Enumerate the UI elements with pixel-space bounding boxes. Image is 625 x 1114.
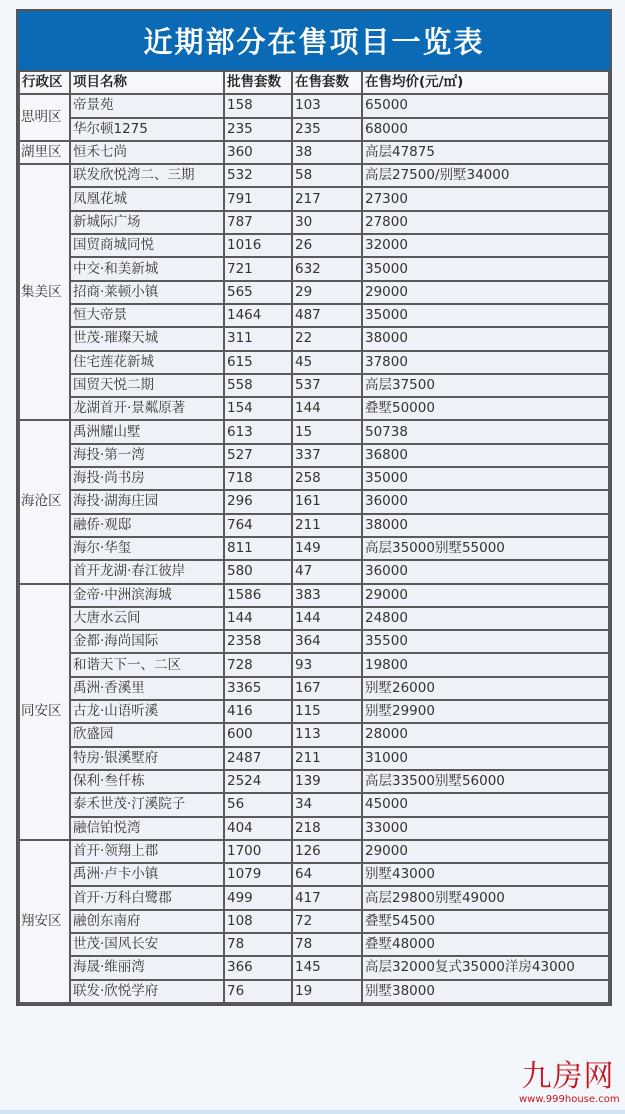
avg-price-cell: 高层35000别墅55000 <box>362 537 609 560</box>
avg-price-cell: 高层37500 <box>362 374 609 397</box>
on-sale-units-cell: 235 <box>292 118 362 141</box>
project-name-cell: 融创东南府 <box>70 910 224 933</box>
approved-units-cell: 811 <box>224 537 292 560</box>
approved-units-cell: 499 <box>224 886 292 909</box>
table-title: 近期部分在售项目一览表 <box>18 11 610 72</box>
project-name-cell: 禹洲·香溪里 <box>70 677 224 700</box>
table-row <box>19 770 609 793</box>
avg-price-cell: 32000 <box>362 234 609 257</box>
avg-price-cell: 高层27500/别墅34000 <box>362 164 609 187</box>
watermark-logo: 九房网 <box>521 1059 615 1094</box>
table-row <box>19 863 609 886</box>
table-row <box>19 374 609 397</box>
bottom-strip <box>0 1110 625 1114</box>
table-row <box>19 980 609 1003</box>
avg-price-cell: 50738 <box>362 420 609 443</box>
on-sale-units-cell: 383 <box>292 584 362 607</box>
on-sale-units-cell: 144 <box>292 607 362 630</box>
project-name-cell: 招商·莱顿小镇 <box>70 281 224 304</box>
header-row <box>19 72 609 94</box>
table-row <box>19 420 609 443</box>
approved-units-cell: 718 <box>224 467 292 490</box>
on-sale-units-cell: 64 <box>292 863 362 886</box>
project-name-cell: 金都·海尚国际 <box>70 630 224 653</box>
project-name-cell: 联发欣悦湾二、三期 <box>70 164 224 187</box>
table-row <box>19 677 609 700</box>
table-row <box>19 118 609 141</box>
project-name-cell: 联发·欣悦学府 <box>70 980 224 1003</box>
on-sale-units-cell: 145 <box>292 956 362 979</box>
table-row <box>19 257 609 280</box>
header-project: 项目名称 <box>70 72 224 94</box>
approved-units-cell: 78 <box>224 933 292 956</box>
avg-price-cell: 别墅38000 <box>362 980 609 1003</box>
on-sale-units-cell: 144 <box>292 397 362 420</box>
table-row <box>19 700 609 723</box>
table-row <box>19 281 609 304</box>
avg-price-cell: 叠墅54500 <box>362 910 609 933</box>
table-row <box>19 793 609 816</box>
approved-units-cell: 3365 <box>224 677 292 700</box>
project-name-cell: 古龙·山语听溪 <box>70 700 224 723</box>
header-approved: 批售套数 <box>224 72 292 94</box>
project-name-cell: 和谐天下一、二区 <box>70 653 224 676</box>
avg-price-cell: 高层29800别墅49000 <box>362 886 609 909</box>
on-sale-units-cell: 115 <box>292 700 362 723</box>
table-body <box>19 94 609 1003</box>
approved-units-cell: 600 <box>224 723 292 746</box>
on-sale-units-cell: 15 <box>292 420 362 443</box>
approved-units-cell: 532 <box>224 164 292 187</box>
on-sale-units-cell: 113 <box>292 723 362 746</box>
project-name-cell: 大唐水云间 <box>70 607 224 630</box>
table-row <box>19 537 609 560</box>
avg-price-cell: 35500 <box>362 630 609 653</box>
avg-price-cell: 31000 <box>362 747 609 770</box>
project-name-cell: 新城际广场 <box>70 211 224 234</box>
table-row <box>19 490 609 513</box>
avg-price-cell: 33000 <box>362 817 609 840</box>
on-sale-units-cell: 217 <box>292 187 362 210</box>
avg-price-cell: 高层47875 <box>362 141 609 164</box>
approved-units-cell: 158 <box>224 94 292 117</box>
on-sale-units-cell: 632 <box>292 257 362 280</box>
on-sale-units-cell: 126 <box>292 840 362 863</box>
on-sale-units-cell: 537 <box>292 374 362 397</box>
table-row <box>19 514 609 537</box>
approved-units-cell: 311 <box>224 327 292 350</box>
project-listing-table <box>16 9 612 1006</box>
table-row <box>19 397 609 420</box>
district-cell: 湖里区 <box>19 141 70 164</box>
project-name-cell: 凤凰花城 <box>70 187 224 210</box>
avg-price-cell: 29000 <box>362 584 609 607</box>
avg-price-cell: 65000 <box>362 94 609 117</box>
watermark <box>519 1059 620 1106</box>
on-sale-units-cell: 258 <box>292 467 362 490</box>
table-row <box>19 653 609 676</box>
avg-price-cell: 38000 <box>362 327 609 350</box>
approved-units-cell: 613 <box>224 420 292 443</box>
project-name-cell: 禹洲·卢卡小镇 <box>70 863 224 886</box>
project-name-cell: 禹洲耀山墅 <box>70 420 224 443</box>
project-name-cell: 首开·领翔上郡 <box>70 840 224 863</box>
on-sale-units-cell: 103 <box>292 94 362 117</box>
approved-units-cell: 154 <box>224 397 292 420</box>
on-sale-units-cell: 78 <box>292 933 362 956</box>
approved-units-cell: 764 <box>224 514 292 537</box>
project-name-cell: 金帝·中洲滨海城 <box>70 584 224 607</box>
project-name-cell: 国贸商城同悦 <box>70 234 224 257</box>
on-sale-units-cell: 19 <box>292 980 362 1003</box>
project-name-cell: 海尔·华玺 <box>70 537 224 560</box>
avg-price-cell: 别墅43000 <box>362 863 609 886</box>
project-name-cell: 帝景苑 <box>70 94 224 117</box>
on-sale-units-cell: 38 <box>292 141 362 164</box>
project-name-cell: 恒禾七尚 <box>70 141 224 164</box>
approved-units-cell: 615 <box>224 351 292 374</box>
district-cell: 集美区 <box>19 164 70 420</box>
avg-price-cell: 36000 <box>362 490 609 513</box>
district-cell: 海沧区 <box>19 420 70 583</box>
on-sale-units-cell: 139 <box>292 770 362 793</box>
approved-units-cell: 76 <box>224 980 292 1003</box>
avg-price-cell: 68000 <box>362 118 609 141</box>
on-sale-units-cell: 417 <box>292 886 362 909</box>
approved-units-cell: 527 <box>224 444 292 467</box>
approved-units-cell: 296 <box>224 490 292 513</box>
avg-price-cell: 36000 <box>362 560 609 583</box>
approved-units-cell: 56 <box>224 793 292 816</box>
project-name-cell: 首开·万科白鹭郡 <box>70 886 224 909</box>
table-row <box>19 234 609 257</box>
avg-price-cell: 29000 <box>362 281 609 304</box>
on-sale-units-cell: 364 <box>292 630 362 653</box>
table-row <box>19 933 609 956</box>
on-sale-units-cell: 72 <box>292 910 362 933</box>
project-name-cell: 龙湖首开·景粼原著 <box>70 397 224 420</box>
approved-units-cell: 360 <box>224 141 292 164</box>
avg-price-cell: 叠墅48000 <box>362 933 609 956</box>
on-sale-units-cell: 47 <box>292 560 362 583</box>
project-name-cell: 恒大帝景 <box>70 304 224 327</box>
project-name-cell: 海投·第一湾 <box>70 444 224 467</box>
avg-price-cell: 28000 <box>362 723 609 746</box>
project-name-cell: 欣盛园 <box>70 723 224 746</box>
approved-units-cell: 1464 <box>224 304 292 327</box>
avg-price-cell: 别墅26000 <box>362 677 609 700</box>
on-sale-units-cell: 487 <box>292 304 362 327</box>
on-sale-units-cell: 167 <box>292 677 362 700</box>
project-name-cell: 中交·和美新城 <box>70 257 224 280</box>
table-row <box>19 584 609 607</box>
on-sale-units-cell: 93 <box>292 653 362 676</box>
avg-price-cell: 37800 <box>362 351 609 374</box>
table-row <box>19 560 609 583</box>
avg-price-cell: 29000 <box>362 840 609 863</box>
table-row <box>19 211 609 234</box>
approved-units-cell: 558 <box>224 374 292 397</box>
on-sale-units-cell: 58 <box>292 164 362 187</box>
project-name-cell: 泰禾世茂·汀溪院子 <box>70 793 224 816</box>
header-avg-price: 在售均价(元/㎡) <box>362 72 609 94</box>
approved-units-cell: 1700 <box>224 840 292 863</box>
on-sale-units-cell: 149 <box>292 537 362 560</box>
approved-units-cell: 416 <box>224 700 292 723</box>
table-row <box>19 164 609 187</box>
avg-price-cell: 19800 <box>362 653 609 676</box>
on-sale-units-cell: 211 <box>292 747 362 770</box>
approved-units-cell: 580 <box>224 560 292 583</box>
approved-units-cell: 1586 <box>224 584 292 607</box>
avg-price-cell: 36800 <box>362 444 609 467</box>
approved-units-cell: 1079 <box>224 863 292 886</box>
on-sale-units-cell: 337 <box>292 444 362 467</box>
project-name-cell: 海晟·维丽湾 <box>70 956 224 979</box>
table-row <box>19 304 609 327</box>
on-sale-units-cell: 34 <box>292 793 362 816</box>
listing-grid <box>18 72 610 1004</box>
table-row <box>19 630 609 653</box>
project-name-cell: 住宅莲花新城 <box>70 351 224 374</box>
on-sale-units-cell: 45 <box>292 351 362 374</box>
avg-price-cell: 27300 <box>362 187 609 210</box>
project-name-cell: 世茂·璀璨天城 <box>70 327 224 350</box>
avg-price-cell: 高层33500别墅56000 <box>362 770 609 793</box>
on-sale-units-cell: 30 <box>292 211 362 234</box>
table-row <box>19 467 609 490</box>
table-row <box>19 351 609 374</box>
approved-units-cell: 366 <box>224 956 292 979</box>
on-sale-units-cell: 29 <box>292 281 362 304</box>
table-row <box>19 607 609 630</box>
approved-units-cell: 721 <box>224 257 292 280</box>
table-row <box>19 817 609 840</box>
on-sale-units-cell: 161 <box>292 490 362 513</box>
avg-price-cell: 35000 <box>362 304 609 327</box>
approved-units-cell: 1016 <box>224 234 292 257</box>
approved-units-cell: 2524 <box>224 770 292 793</box>
on-sale-units-cell: 218 <box>292 817 362 840</box>
avg-price-cell: 24800 <box>362 607 609 630</box>
watermark-url: www.999house.com <box>519 1094 620 1105</box>
avg-price-cell: 35000 <box>362 257 609 280</box>
approved-units-cell: 787 <box>224 211 292 234</box>
approved-units-cell: 108 <box>224 910 292 933</box>
project-name-cell: 世茂·国风长安 <box>70 933 224 956</box>
project-name-cell: 国贸天悦二期 <box>70 374 224 397</box>
project-name-cell: 首开龙湖·春江彼岸 <box>70 560 224 583</box>
table-row <box>19 444 609 467</box>
avg-price-cell: 27800 <box>362 211 609 234</box>
approved-units-cell: 144 <box>224 607 292 630</box>
district-cell: 同安区 <box>19 584 70 840</box>
table-row <box>19 910 609 933</box>
project-name-cell: 融侨·观邸 <box>70 514 224 537</box>
district-cell: 思明区 <box>19 94 70 141</box>
approved-units-cell: 791 <box>224 187 292 210</box>
header-district: 行政区 <box>19 72 70 94</box>
table-row <box>19 187 609 210</box>
avg-price-cell: 别墅29900 <box>362 700 609 723</box>
avg-price-cell: 高层32000复式35000洋房43000 <box>362 956 609 979</box>
project-name-cell: 保利·叁仟栋 <box>70 770 224 793</box>
avg-price-cell: 叠墅50000 <box>362 397 609 420</box>
header-on-sale: 在售套数 <box>292 72 362 94</box>
project-name-cell: 海投·尚书房 <box>70 467 224 490</box>
district-cell: 翔安区 <box>19 840 70 1003</box>
approved-units-cell: 728 <box>224 653 292 676</box>
table-row <box>19 723 609 746</box>
on-sale-units-cell: 22 <box>292 327 362 350</box>
project-name-cell: 华尔顿1275 <box>70 118 224 141</box>
project-name-cell: 特房·银溪墅府 <box>70 747 224 770</box>
table-row <box>19 327 609 350</box>
avg-price-cell: 38000 <box>362 514 609 537</box>
approved-units-cell: 235 <box>224 118 292 141</box>
table-row <box>19 747 609 770</box>
approved-units-cell: 2487 <box>224 747 292 770</box>
approved-units-cell: 565 <box>224 281 292 304</box>
table-row <box>19 94 609 117</box>
avg-price-cell: 35000 <box>362 467 609 490</box>
table-row <box>19 141 609 164</box>
table-row <box>19 840 609 863</box>
project-name-cell: 融信铂悦湾 <box>70 817 224 840</box>
project-name-cell: 海投·湖海庄园 <box>70 490 224 513</box>
approved-units-cell: 2358 <box>224 630 292 653</box>
on-sale-units-cell: 26 <box>292 234 362 257</box>
on-sale-units-cell: 211 <box>292 514 362 537</box>
table-row <box>19 956 609 979</box>
approved-units-cell: 404 <box>224 817 292 840</box>
table-row <box>19 886 609 909</box>
avg-price-cell: 45000 <box>362 793 609 816</box>
